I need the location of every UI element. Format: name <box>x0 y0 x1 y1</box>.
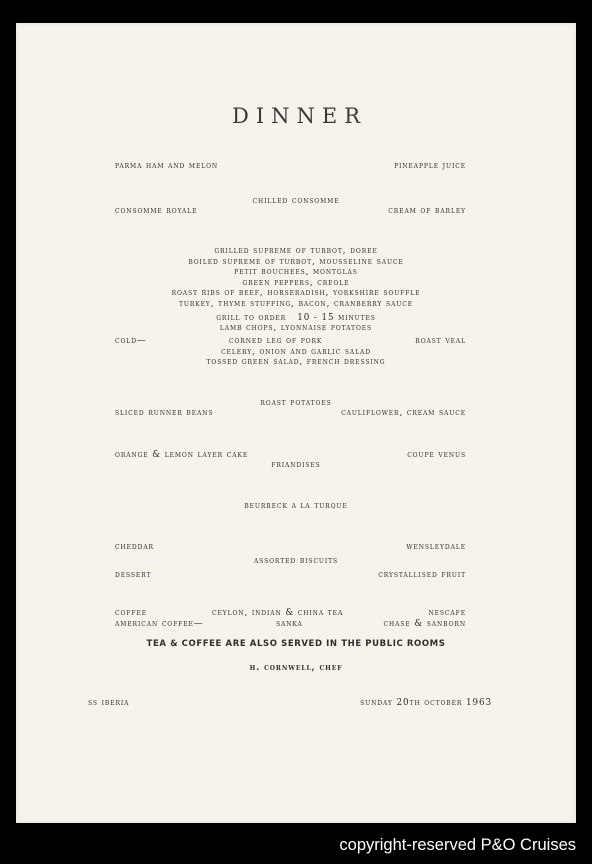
veg-center: roast potatoes <box>260 398 332 408</box>
grill-heading: grill to order 10 - 15 minutes <box>216 313 376 323</box>
veg-right: cauliflower, cream sauce <box>341 408 466 418</box>
beverage-center: ceylon, indian & china tea <box>212 608 344 618</box>
menu-date: sunday 20th october 1963 <box>360 698 492 708</box>
cheese-right: wensleydale <box>406 542 466 552</box>
veg-left: sliced runner beans <box>115 408 214 418</box>
sweet-right: coupe venus <box>407 450 466 460</box>
soup-right: cream of barley <box>388 206 466 216</box>
menu-title: DINNER <box>231 104 368 128</box>
main-item: petit bouchees, montglas <box>234 267 358 277</box>
ship-name: ss iberia <box>88 698 130 708</box>
beverage-right: chase & sanborn <box>383 619 466 629</box>
savoury: beurreck a la turque <box>244 501 348 511</box>
soup-center: chilled consomme <box>252 196 340 206</box>
cold-center: corned leg of pork <box>229 336 323 346</box>
sweet-left: orange & lemon layer cake <box>115 450 249 460</box>
public-rooms-notice: TEA & COFFEE ARE ALSO SERVED IN THE PUBLIC ROOMS <box>146 639 446 649</box>
chef-signature: h. cornwell, chef <box>249 663 343 673</box>
main-item: grilled supreme of turbot, doree <box>214 246 378 256</box>
copyright-notice: copyright-reserved P&O Cruises <box>339 836 576 854</box>
cheese-center: assorted biscuits <box>253 556 339 566</box>
grill-item: lamb chops, lyonnaise potatoes <box>219 323 373 333</box>
cold-salad: tossed green salad, french dressing <box>206 357 386 367</box>
beverage-left: coffee <box>115 608 147 618</box>
main-item: boiled supreme of turbot, mousseline sauce <box>188 257 404 267</box>
main-item: green peppers, creole <box>242 278 350 288</box>
beverage-center: sanka <box>276 619 303 629</box>
dessert-left: dessert <box>115 570 152 580</box>
cold-right: roast veal <box>415 336 466 346</box>
beverage-right: nescafe <box>428 608 466 618</box>
dessert-right: crystallised fruit <box>378 570 466 580</box>
soup-left: consomme royale <box>115 206 198 216</box>
cheese-left: cheddar <box>115 542 154 552</box>
cold-salad: celery, onion and garlic salad <box>221 347 371 357</box>
starter-right: pineapple juice <box>394 161 466 171</box>
main-item: turkey, thyme stuffing, bacon, cranberry sauce <box>178 299 414 309</box>
cold-label: cold— <box>115 336 147 346</box>
starter-left: parma ham and melon <box>115 161 219 171</box>
main-item: roast ribs of beef, horseradish, yorkshire souffle <box>171 288 421 298</box>
sweet-center: friandises <box>271 460 321 470</box>
beverage-left: american coffee— <box>115 619 204 629</box>
